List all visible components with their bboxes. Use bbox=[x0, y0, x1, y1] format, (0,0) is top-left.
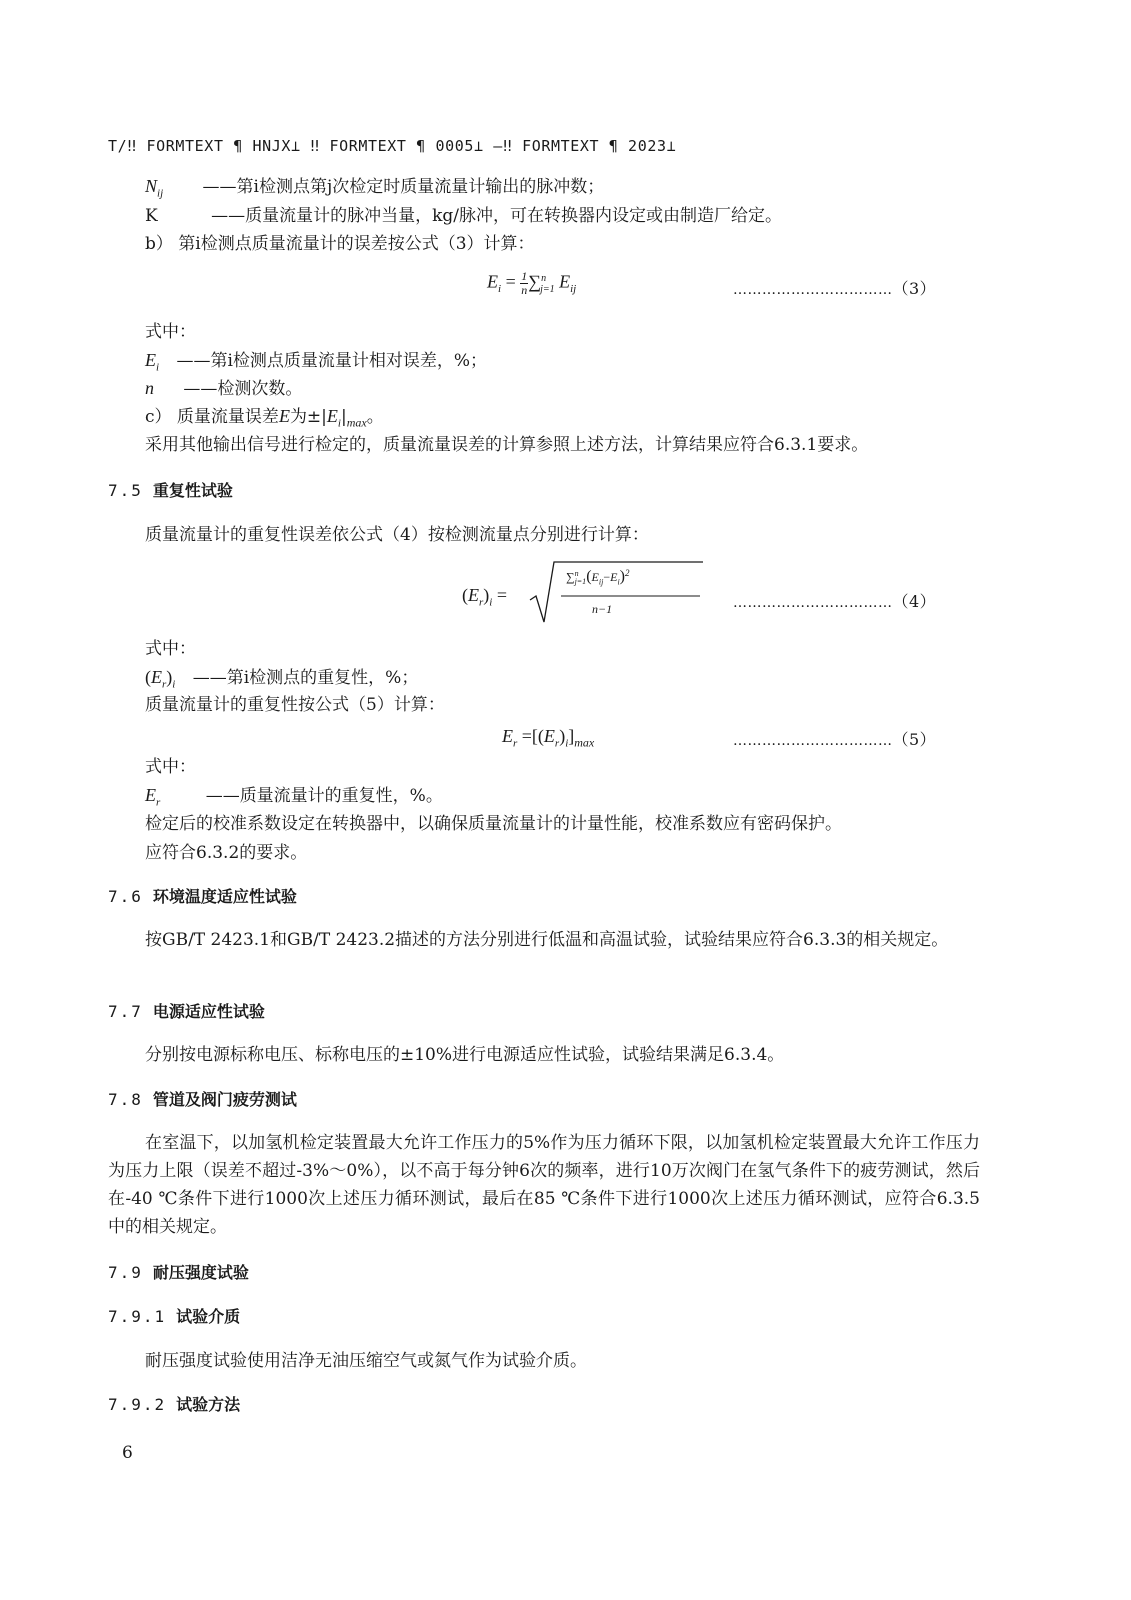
equation-3-leader-dots: ……………………………（3） bbox=[733, 279, 937, 298]
paragraph-7-6: 按GB/T 2423.1和GB/T 2423.2描述的方法分别进行低温和高温试验，试验结果应符合6.3.3的相关规定。 bbox=[145, 930, 949, 950]
standard-code-header: T/‼ FORMTEXT ¶ HNJX⊥ ‼ FORMTEXT ¶ 0005⊥ —‼ FORMTEXT ¶ 2023⊥ bbox=[108, 137, 677, 155]
equation-4-number: （4） bbox=[892, 592, 937, 611]
section-heading-7-9-2: 7.9.2 试验方法 bbox=[108, 1395, 241, 1414]
paragraph-requirement: 应符合6.3.2的要求。 bbox=[145, 843, 308, 863]
page-number: 6 bbox=[122, 1443, 133, 1463]
paragraph-7-8: 在室温下，以加氢机检定装置最大允许工作压力的5%作为压力循环下限，以加氢机检定装置最大允许工作压力为压力上限（误差不超过-3%～0%），以不高于每分钟6次的频率，进行10万次阀门在氢气条件下的疲劳测试，然后在-40 ℃条件下进行1000次上述压力循环测试，最后在85 ℃条件下进行1000次上述压力循环测试，应符合6.3.5中的相关规定。 bbox=[108, 1133, 980, 1237]
equation-4-denominator: n−1 bbox=[592, 602, 613, 616]
symbol-k: K bbox=[145, 206, 158, 226]
definition-eri: $(E_r)_i$ ——第i检测点的重复性，%； bbox=[145, 667, 419, 691]
equation-4-leader-dots: ……………………………（4） bbox=[733, 592, 937, 611]
section-heading-7-9-1: 7.9.1 试验介质 bbox=[108, 1307, 241, 1326]
definition-ei: $E_i$ ——第i检测点质量流量计相对误差，%； bbox=[145, 350, 488, 374]
equation-5: $E_r =[(E_r)_i]_{max}$ bbox=[502, 726, 595, 750]
paragraph-other-signals: 采用其他输出信号进行检定的，质量流量误差的计算参照上述方法，计算结果应符合6.3.1要求。 bbox=[145, 435, 869, 455]
definition-er: $E_r$ ——质量流量计的重复性，%。 bbox=[145, 785, 443, 809]
definition-n: n ——检测次数。 bbox=[145, 378, 303, 399]
paragraph-7-7: 分别按电源标称电压、标称电压的±10%进行电源适应性试验，试验结果满足6.3.4。 bbox=[145, 1045, 785, 1065]
section-heading-7-6: 7.6 环境温度适应性试验 bbox=[108, 887, 297, 906]
item-c: c） 质量流量误差E为$\pm|E_i|_{max}$。 bbox=[145, 406, 384, 430]
section-heading-7-8: 7.8 管道及阀门疲劳测试 bbox=[108, 1090, 297, 1109]
where-label-1: 式中： bbox=[145, 322, 196, 342]
paragraph-calibration: 检定后的校准系数设定在转换器中，以确保质量流量计的计量性能，校准系数应有密码保护。 bbox=[145, 814, 842, 834]
equation-3-number: （3） bbox=[892, 279, 937, 298]
paragraph-7-5: 质量流量计的重复性误差依公式（4）按检测流量点分别进行计算： bbox=[145, 525, 649, 545]
definition-k-text: ——质量流量计的脉冲当量，kg/脉冲，可在转换器内设定或由制造厂给定。 bbox=[211, 206, 783, 226]
definition-k bbox=[145, 205, 782, 227]
definition-nij-text: ——第i检测点第j次检定时质量流量计输出的脉冲数； bbox=[202, 177, 605, 197]
section-heading-7-9: 7.9 耐压强度试验 bbox=[108, 1263, 249, 1282]
paragraph-7-9-1: 耐压强度试验使用洁净无油压缩空气或氮气作为试验介质。 bbox=[145, 1351, 587, 1371]
document-page: T/‼ FORMTEXT ¶ HNJX⊥ ‼ FORMTEXT ¶ 0005⊥ —‼ FORMTEXT ¶ 2023⊥ $N_{ij}$ ——第i检测点第j次检定时质量流量计输出的脉冲数； K ——质量流量计的脉冲当量，kg/脉冲，可在转换器内设定或由制造厂给定。 b） 第i检测点质量流量计的误差按公式（3）计算： $E_i$ = $\frac{1}{n}$ ∑$^n_{j=1}$ $E_{ij}$ ……………………………（3） 式中： $E_i$ ——第i检测点质量流量计相对误差，%； n ——检测次数。 c） 质量流量误差E为$\pm|E_i|_{max}$。 采用其他输出信号进行检定的，质量流量误差的计算参照上述方法，计算结果应符合6.3.1要求。 7.5 重复性试验 质量流量计的重复性误差依公式（4）按检测流量点分别进行计算： $(E_r)_i$ = $\sum^n_{j=1}(E_{ij}-E_i)^2$ n−1 ……………………………（4） 式中： $(E_r)_i$ ——第i检测点的重复性，%； 质量流量计的重复性按公式（5）计算： $E_r =[(E_r)_i]_{max}$ ……………………………（5） 式中： $E_r$ ——质量流量计的重复性，%。 检定后的校准系数设定在转换器中，以确保质量流量计的计量性能，校准系数应有密码保护。 应符合6.3.2的要求。 7.6 环境温度适应性试验 按GB/T 2423.1和GB/T 2423.2描述的方法分别进行低温和高温试验，试验结果应符合6.3.3的相关规定。 7.7 电源适应性试验 分别按电源标称电压、标称电压的±10%进行电源适应性试验，试验结果满足6.3.4。 7.8 管道及阀门疲劳测试 在室温下，以加氢机检定装置最大允许工作压力的5%作为压力循环下限，以加氢机检定装置最大允许工作压力为压力上限（误差不超过-3%～0%），以不高于每分钟6次的频率，进行10万次阀门在氢气条件下的疲劳测试，然后在-40 ℃条件下进行1000次上述压力循环测试，最后在85 ℃条件下进行1000次上述压力循环测试，应符合6.3.5中的相关规定。 7.9 耐压强度试验 7.9.1 试验介质 耐压强度试验使用洁净无油压缩空气或氮气作为试验介质。 7.9.2 试验方法 6 bbox=[108, 137, 980, 1463]
where-label-3: 式中： bbox=[145, 757, 196, 777]
definition-nij bbox=[145, 175, 604, 205]
paragraph-formula-5: 质量流量计的重复性按公式（5）计算： bbox=[145, 695, 445, 715]
where-label-2: 式中： bbox=[145, 639, 196, 659]
equation-5-number: （5） bbox=[892, 730, 937, 749]
equation-3: $E_i$ = $\frac{1}{n}$ ∑$^n_{j=1}$ $E_{ij}$ bbox=[487, 269, 577, 297]
equation-5-leader-dots: ……………………………（5） bbox=[733, 730, 937, 749]
symbol-nij: $N_{ij}$ bbox=[145, 176, 164, 200]
equation-4-numerator: $\sum^n_{j=1}(E_{ij}-E_i)^2$ bbox=[566, 568, 630, 587]
item-b: b） 第i检测点质量流量计的误差按公式（3）计算： bbox=[145, 234, 535, 254]
section-heading-7-5: 7.5 重复性试验 bbox=[108, 481, 233, 500]
section-heading-7-7: 7.7 电源适应性试验 bbox=[108, 1002, 265, 1021]
